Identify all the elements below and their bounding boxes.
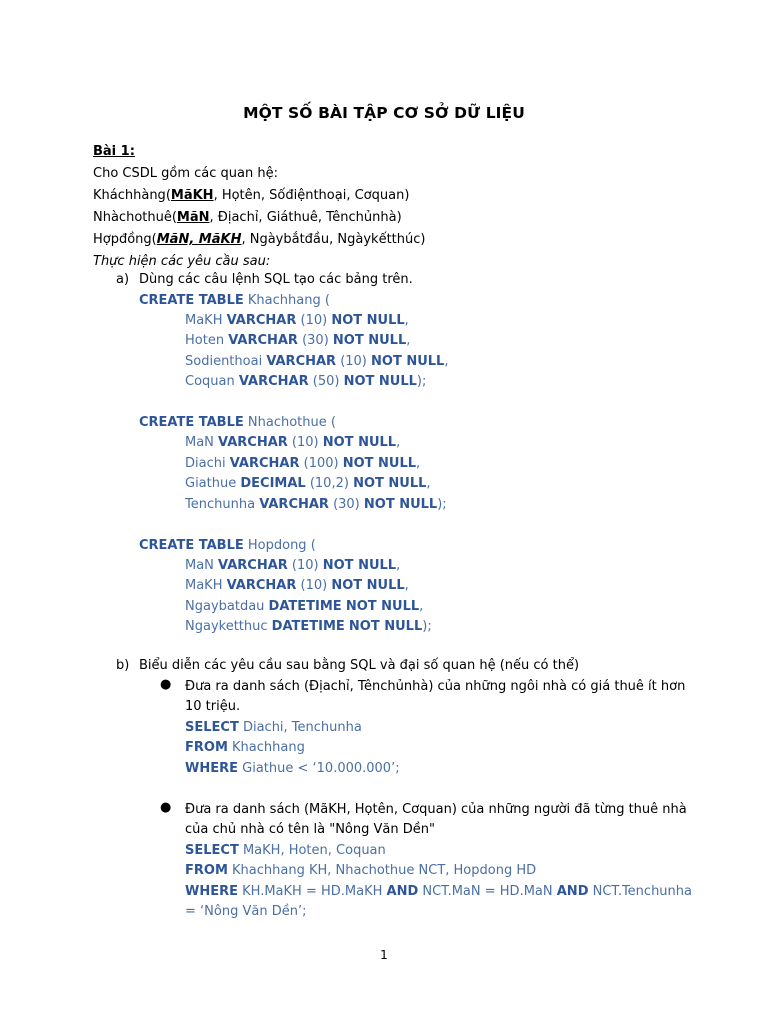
page-title: MỘT SỐ BÀI TẬP CƠ SỞ DỮ LIỆU <box>243 104 525 122</box>
b1-from: FROM Khachhang <box>185 740 305 755</box>
b2-select: SELECT MaKH, Hoten, Coquan <box>185 843 386 858</box>
intro-text: Cho CSDL gồm các quan hệ: <box>93 166 278 181</box>
b2-where-cont: = ‘Nông Văn Dền’; <box>185 904 307 919</box>
item-b: b) Biểu diễn các yêu cầu sau bằng SQL và đại số quan hệ (nếu có thể) <box>116 658 580 673</box>
task-heading: Thực hiện các yêu cầu sau: <box>93 254 271 269</box>
b2-from: FROM Khachhang KH, Nhachothue NCT, Hopdong HD <box>185 863 537 878</box>
code-line: Tenchunha VARCHAR (30) NOT NULL); <box>185 497 447 512</box>
b2-text-line2: của chủ nhà có tên là "Nông Văn Dền" <box>185 822 435 837</box>
relation-nhachothue: Nhàchothuê(MãN, Địachỉ, Giáthuê, Tênchủnhà) <box>93 210 402 225</box>
code-line: Sodienthoai VARCHAR (10) NOT NULL, <box>185 354 449 369</box>
code-line: Hoten VARCHAR (30) NOT NULL, <box>185 333 411 348</box>
create-table-hopdong: CREATE TABLE Hopdong ( <box>139 538 316 553</box>
page-number: 1 <box>380 948 388 962</box>
code-line: MaKH VARCHAR (10) NOT NULL, <box>185 313 409 328</box>
code-line: Ngayketthuc DATETIME NOT NULL); <box>185 619 432 634</box>
code-line: MaN VARCHAR (10) NOT NULL, <box>185 558 401 573</box>
bullet-icon: ● <box>160 677 172 692</box>
code-line: MaKH VARCHAR (10) NOT NULL, <box>185 578 409 593</box>
b1-select: SELECT Diachi, Tenchunha <box>185 720 362 735</box>
create-table-khachhang: CREATE TABLE Khachhang ( <box>139 293 330 308</box>
b1-where: WHERE Giathue < ‘10.000.000’; <box>185 761 400 776</box>
b1-text-line2: 10 triệu. <box>185 699 241 714</box>
code-line: Giathue DECIMAL (10,2) NOT NULL, <box>185 476 431 491</box>
code-line: MaN VARCHAR (10) NOT NULL, <box>185 435 401 450</box>
relation-khachhang: Kháchhàng(MãKH, Họtên, Sốđiệnthoại, Cơquan) <box>93 188 410 203</box>
b1-text-line1: Đưa ra danh sách (Địachỉ, Tênchủnhà) của những ngôi nhà có giá thuê ít hơn <box>185 679 686 694</box>
create-table-nhachothue: CREATE TABLE Nhachothue ( <box>139 415 336 430</box>
item-a: a) Dùng các câu lệnh SQL tạo các bảng trên. <box>116 272 413 287</box>
b2-where: WHERE KH.MaKH = HD.MaKH AND NCT.MaN = HD.MaN AND NCT.Tenchunha <box>185 884 692 899</box>
exercise-heading: Bài 1: <box>93 144 135 159</box>
code-line: Coquan VARCHAR (50) NOT NULL); <box>185 374 427 389</box>
bullet-icon: ● <box>160 800 172 815</box>
b2-text-line1: Đưa ra danh sách (MãKH, Họtên, Cơquan) của những người đã từng thuê nhà <box>185 802 687 817</box>
code-line: Diachi VARCHAR (100) NOT NULL, <box>185 456 421 471</box>
code-line: Ngaybatdau DATETIME NOT NULL, <box>185 599 424 614</box>
relation-hopdong: Hợpđồng(MãN, MãKH, Ngàybắtđầu, Ngàykếtthúc) <box>93 232 426 247</box>
